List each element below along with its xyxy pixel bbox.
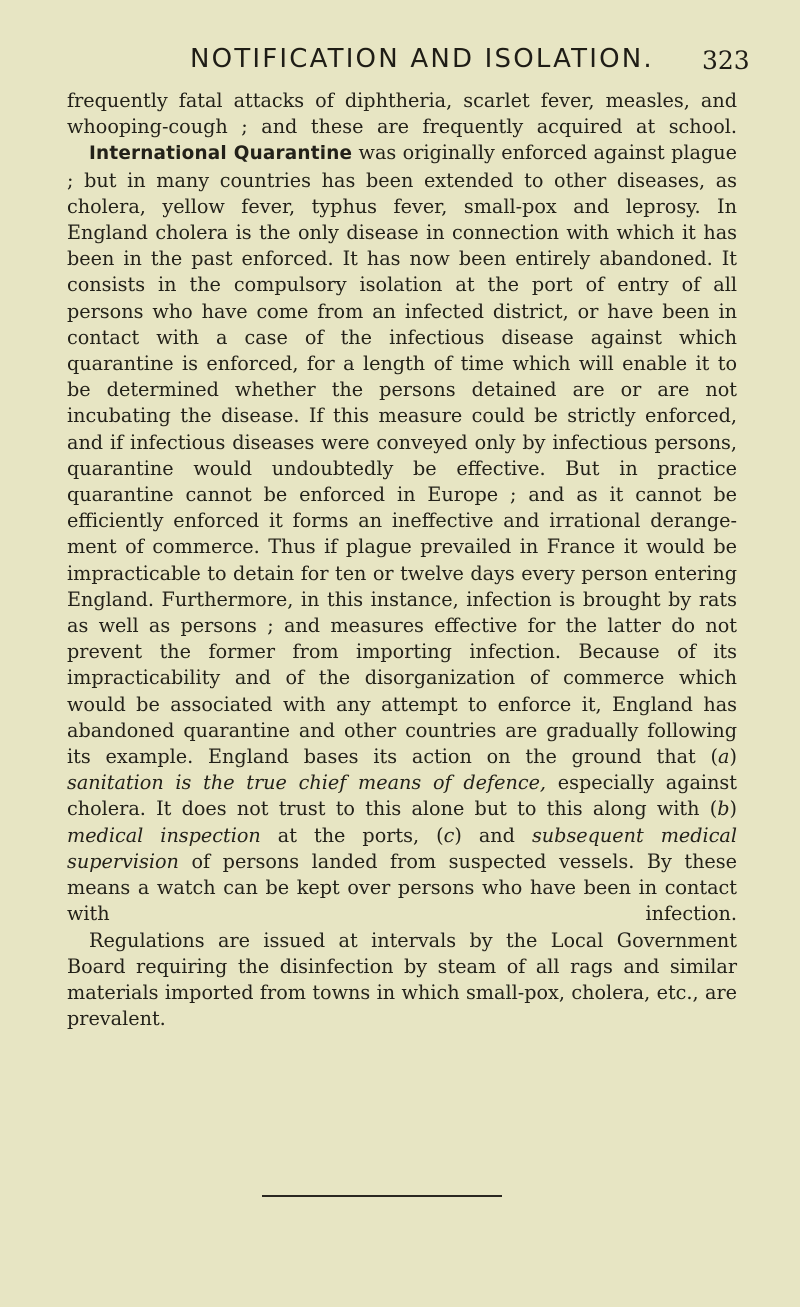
page-number: 323 [702,46,750,75]
paragraph-continuation: frequently fatal attacks of diphtheria, scarlet fever, measles, and whooping-cough ; and these are frequently acquired at school. [67,89,737,139]
page-header [0,44,800,84]
list-label-a: a [718,745,730,769]
list-label-b: b [717,797,730,821]
text-run: especially against cholera. It does not trust to this alone but to this along with ( [67,771,737,821]
text-run: was originally enforced against plague ; but in many countries has been extended to other diseases, as cholera, yellow fever, typhus fever, small-pox and leprosy. In England cholera is the only disease in connection with which it has been in the past enforced. It has now been entirely abandoned. It consists in the compulsory isolation at the port of entry of all persons who have come from an infected district, or have been in contact with a case of the infectious disease against which quarantine is enforced, for a length of time which will enable it to be determined whether the persons detained are or are not incubating the disease. If this measure could be strictly enforced, and if infectious diseases were conveyed only by infectious persons, quarantine would undoubtedly be effective. But in practice quarantine cannot be enforced in Europe ; and as it cannot be efficiently enforced it forms an ineffective and irrational derange-ment of commerce. Thus if plague prevailed in France it would be impracticable to detain for ten or twelve days every person entering England. Furthermore, in this instance, infection is brought by rats as well as persons ; and measures effective for the latter do not prevent the former from importing infection. Because of its impracticability and of the disorganization of commerce which would be associated with any attempt to enforce it, England has abandoned quarantine and other countries are gradually following its example. England bases its action on the ground that ( [67,141,737,769]
text-run: ) [729,745,737,769]
text-run: at the ports, ( [260,823,444,847]
emphasis-sanitation: sanitation is the true chief means of defence, [67,771,547,795]
body-text [67,88,737,1032]
section-lead-in: International Quarantine [89,143,353,165]
paragraph-regulations: Regulations are issued at intervals by the Local Government Board requiring the disinfection by steam of all rags and similar materials imported from towns in which small-pox, cholera, etc., are prevalent. [67,928,737,1031]
running-title: NOTIFICATION AND ISOLATION. [190,44,654,74]
text-run: of persons landed from suspected vessels. By these means a watch can be kept over persons who have been in contact with infection. [67,849,737,926]
list-label-c: c [443,823,455,847]
paragraph-international-quarantine [67,140,737,927]
text-run: ) [729,797,737,821]
emphasis-medical-inspection: medical inspection [67,823,261,847]
section-divider [262,1195,502,1197]
text-run: ) and [454,823,532,847]
emphasis-supervision: subsequent medical supervision [67,823,738,873]
